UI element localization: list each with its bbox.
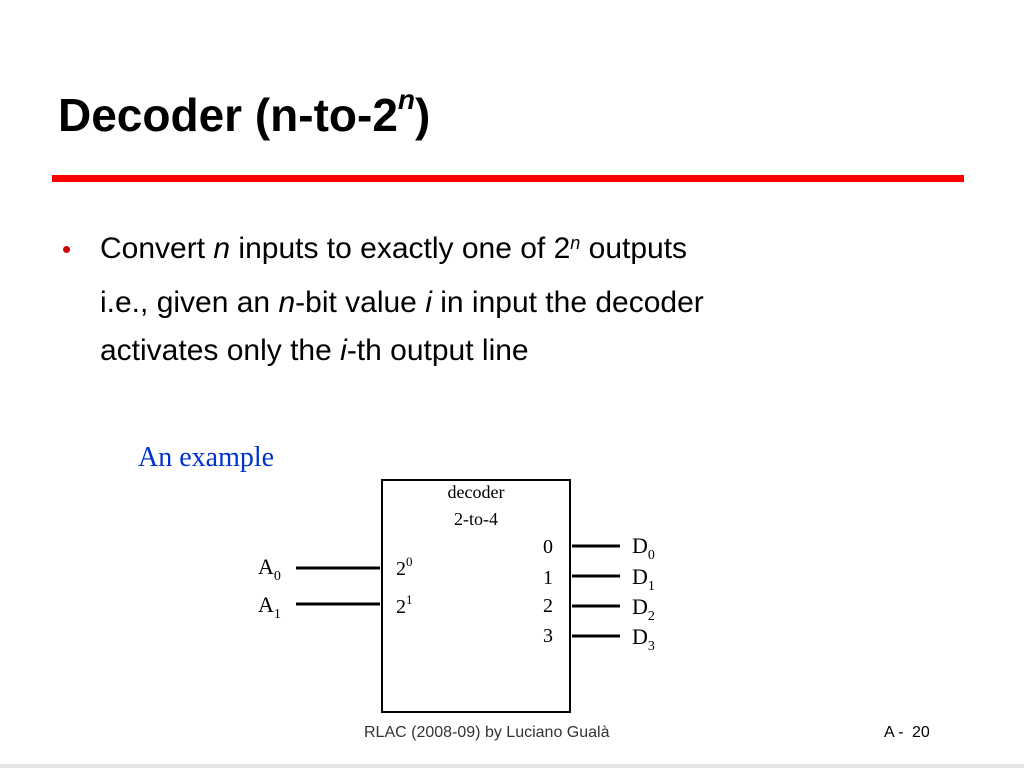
bullet-dot-icon: • bbox=[62, 234, 72, 264]
output-pin-2: 2 bbox=[543, 595, 553, 617]
slide-title: Decoder (n-to-2$^n$) bbox=[58, 84, 431, 141]
output-label-d1: $D_1$ bbox=[632, 564, 655, 594]
decoder-name-label: decoder bbox=[447, 482, 505, 502]
output-label-d2: $D_2$ bbox=[632, 594, 655, 624]
bottom-edge bbox=[0, 764, 1024, 768]
bullet-list bbox=[58, 222, 958, 372]
output-label-d3: $D_3$ bbox=[632, 624, 655, 654]
input-pin-21: $2^1$ bbox=[396, 592, 413, 618]
bullet-continuation: activates only the i-th output line bbox=[100, 334, 529, 367]
output-pin-3: 3 bbox=[543, 625, 553, 647]
input-pin-20: $2^0$ bbox=[396, 554, 413, 580]
bullet-item: • Convert n inputs to exactly one of 2$^n$ outputs bbox=[58, 222, 958, 276]
footer-credit: RLAC (2008-09) by Luciano Gualà bbox=[364, 724, 610, 741]
page-number: A - 20 bbox=[884, 724, 930, 741]
decoder-type-label: 2-to-4 bbox=[454, 509, 498, 529]
output-label-d0: $D_0$ bbox=[632, 533, 655, 563]
input-label-a1: $A_1$ bbox=[258, 592, 281, 622]
input-label-a0: $A_0$ bbox=[258, 554, 281, 584]
bullet-continuation: i.e., given an n-bit value i in input the decoder bbox=[100, 286, 704, 319]
title-divider bbox=[52, 175, 964, 182]
output-pin-1: 1 bbox=[543, 567, 553, 589]
example-caption: An example bbox=[138, 442, 275, 473]
output-pin-0: 0 bbox=[543, 536, 553, 558]
decoder-diagram bbox=[250, 478, 680, 718]
